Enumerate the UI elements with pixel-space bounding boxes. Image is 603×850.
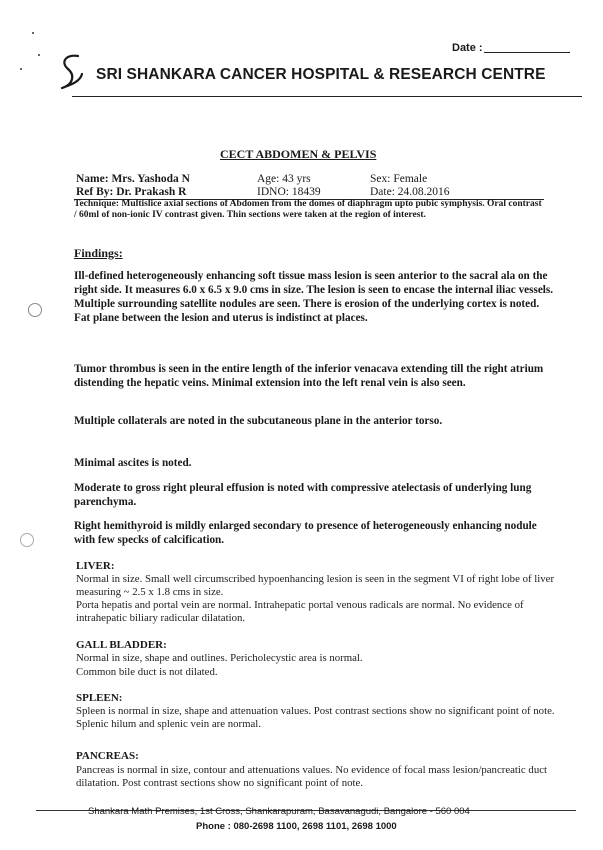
patient-age: Age: 43 yrs xyxy=(257,173,311,185)
pancreas-heading: PANCREAS: xyxy=(76,750,139,762)
findings-heading: Findings: xyxy=(74,246,123,260)
finding-mass-lesion: Ill-defined heterogeneously enhancing soft tissue mass lesion is seen anterior to the sacral ala on the right side. It measures 6.0 x 6.5 x 9.0 cms in size. The lesion is seen to encase the internal iliac vessels. Multiple surrounding satellite nodules are seen. There is erosion of the underlying cortex is noted. Fat plane between the lesion and uterus is indistinct at places. xyxy=(74,270,554,324)
hospital-name: SRI SHANKARA CANCER HOSPITAL & RESEARCH CENTRE xyxy=(96,66,546,83)
technique-text: Technique: Multislice axial sections of Abdomen from the domes of diaphragm upto pubic symphysis. Oral contrast / 60ml of non-ionic IV contrast given. Thin sections were taken at the region of interest. xyxy=(74,199,542,220)
gall-bladder-heading: GALL BLADDER: xyxy=(76,639,167,651)
header-rule xyxy=(72,96,582,97)
report-title: CECT ABDOMEN & PELVIS xyxy=(220,147,377,161)
finding-collaterals: Multiple collaterals are noted in the subcutaneous plane in the anterior torso. xyxy=(74,415,443,427)
date-blank-line xyxy=(484,52,570,53)
footer-phone: Phone : 080-2698 1100, 2698 1101, 2698 1000 xyxy=(196,821,397,832)
patient-sex: Sex: Female xyxy=(370,173,428,185)
scan-speck xyxy=(20,68,22,70)
liver-heading: LIVER: xyxy=(76,560,115,572)
gall-bladder-text-2: Common bile duct is not dilated. xyxy=(76,666,218,678)
liver-text-1: Normal in size. Small well circumscribed hypoenhancing lesion is seen in the segment VI of right lobe of liver measuring ~ 2.5 x 1.8 cms in size. xyxy=(76,573,555,598)
report-date: Date: 24.08.2016 xyxy=(370,186,450,198)
patient-idno: IDNO: 18439 xyxy=(257,186,321,198)
punch-hole-mark xyxy=(20,533,34,547)
scan-speck xyxy=(38,54,40,56)
spleen-text: Spleen is normal in size, shape and attenuation values. Post contrast sections show no significant point of note. Splenic hilum and splenic vein are normal. xyxy=(76,705,555,730)
footer-address: Shankara Math Premises, 1st Cross, Shankarapuram, Basavanagudi, Bangalore - 560 004 xyxy=(88,806,470,817)
finding-thyroid: Right hemithyroid is mildly enlarged secondary to presence of heterogeneously enhancing nodule with few specks of calcification. xyxy=(74,520,537,546)
finding-pleural-effusion: Moderate to gross right pleural effusion is noted with compressive atelectasis of underlying lung parenchyma. xyxy=(74,482,532,508)
date-label: Date : xyxy=(452,42,483,54)
punch-hole-mark xyxy=(28,303,42,317)
gall-bladder-text-1: Normal in size, shape and outlines. Pericholecystic area is normal. xyxy=(76,652,363,664)
hospital-logo-icon xyxy=(56,52,86,92)
finding-tumor-thrombus: Tumor thrombus is seen in the entire length of the inferior venacava extending till the right atrium distending the hepatic veins. Minimal extension into the left renal vein is also seen. xyxy=(74,363,544,389)
liver-text-2: Porta hepatis and portal vein are normal. Intrahepatic portal venous radicals are normal. No evidence of intrahepatic biliary radicular dilatation. xyxy=(76,599,524,624)
scan-speck xyxy=(32,32,34,34)
pancreas-text: Pancreas is normal in size, contour and attenuations values. No evidence of focal mass lesion/pancreatic duct dilatation. Post contrast sections show no significant point of note. xyxy=(76,764,548,789)
patient-name: Name: Mrs. Yashoda N xyxy=(76,173,190,185)
finding-ascites: Minimal ascites is noted. xyxy=(74,457,192,469)
referred-by: Ref By: Dr. Prakash R xyxy=(76,186,187,198)
spleen-heading: SPLEEN: xyxy=(76,692,123,704)
